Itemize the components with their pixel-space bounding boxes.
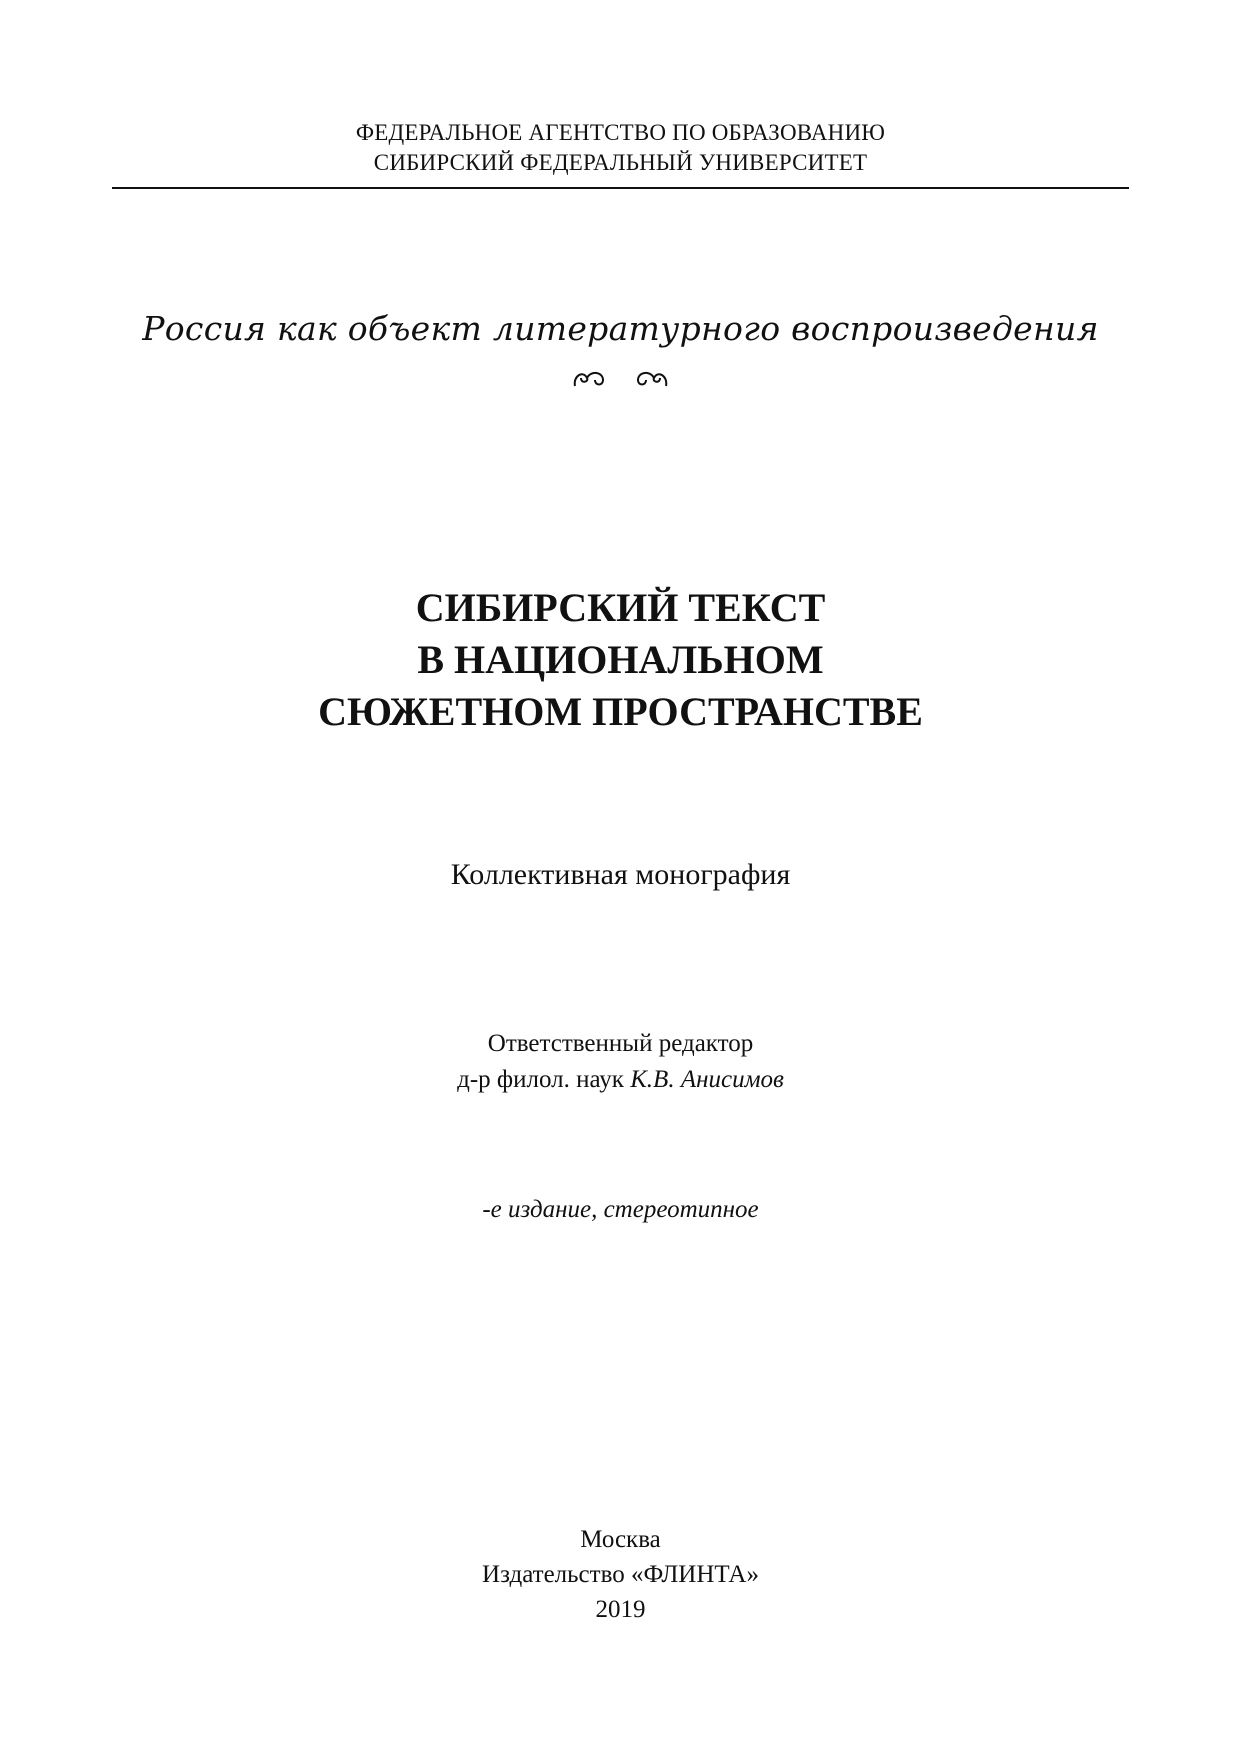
header-divider [112, 187, 1129, 189]
header-agency: ФЕДЕРАЛЬНОЕ АГЕНТСТВО ПО ОБРАЗОВАНИЮ [355, 120, 886, 145]
editor-block [0, 1026, 1241, 1098]
imprint-city: Москва [580, 1526, 661, 1553]
series-title: Россия как объект литературного воспроизведения [142, 309, 1099, 348]
imprint-year: 2019 [595, 1596, 646, 1623]
editor-degree: д-р филол. наук [457, 1066, 631, 1093]
editor-credit [0, 1062, 1241, 1098]
imprint-publisher: Издательство «ФЛИНТА» [482, 1561, 759, 1588]
editor-name: К.В. Анисимов [630, 1066, 784, 1093]
fleuron-ornament-icon [0, 366, 1241, 397]
editor-role: Ответственный редактор [487, 1030, 754, 1057]
imprint [0, 1522, 1241, 1627]
edition-note: -е издание, стереотипное [482, 1196, 759, 1223]
header-university: СИБИРСКИЙ ФЕДЕРАЛЬНЫЙ УНИВЕРСИТЕТ [373, 150, 868, 175]
ornament-right-icon [634, 366, 670, 397]
book-genre: Коллективная монография [450, 858, 791, 891]
book-title-line-3: СЮЖЕТНОМ ПРОСТРАНСТВЕ [318, 689, 923, 734]
book-title-line-1: СИБИРСКИЙ ТЕКСТ [415, 585, 826, 630]
book-title-line-2: В НАЦИОНАЛЬНОМ [417, 637, 824, 682]
book-title [0, 582, 1241, 738]
ornament-left-icon [571, 366, 607, 397]
